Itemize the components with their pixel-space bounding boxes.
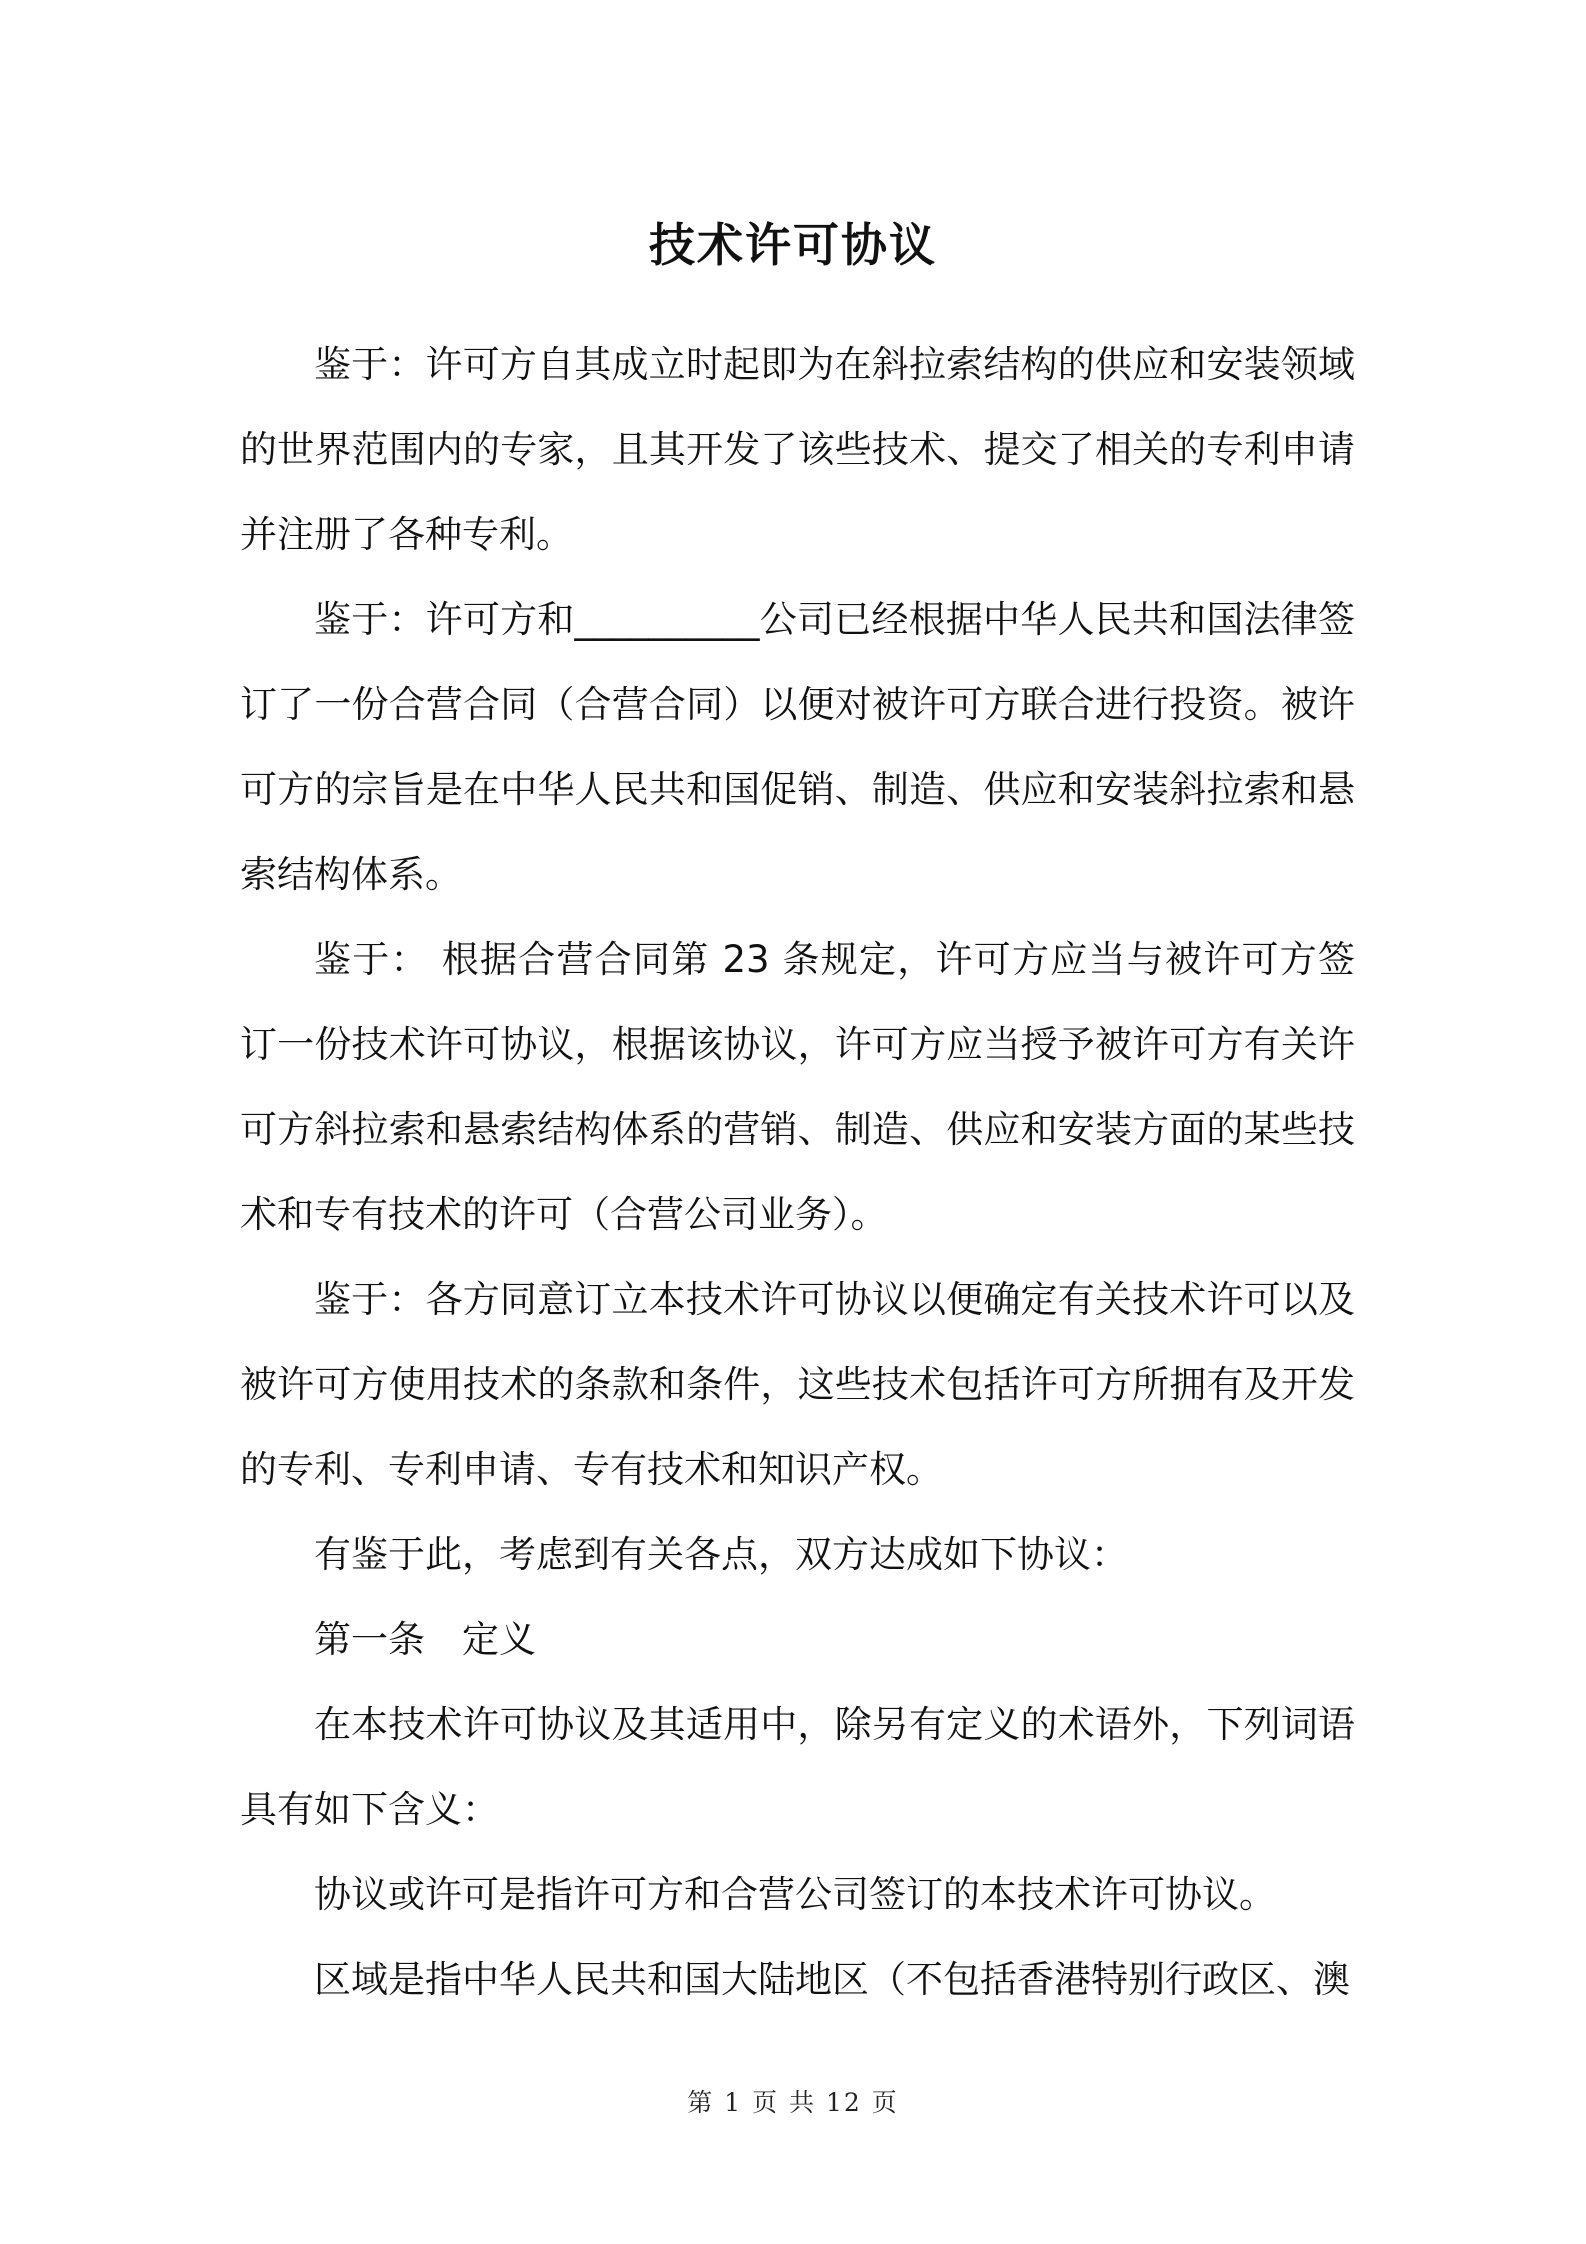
- paragraph-agreement-intro: 有鉴于此，考虑到有关各点，双方达成如下协议：: [314, 1533, 1128, 1576]
- paragraph-whereas-4: 鉴于：各方同意订立本技术许可协议以便确定有关技术许可以及被许可方使用技术的条款和条件，这些技术包括许可方所拥有及开发的专利、专利申请、专有技术和知识产权。: [240, 1278, 1355, 1491]
- paragraph-whereas-1: 鉴于：许可方自其成立时起即为在斜拉索结构的供应和安装领域的世界范围内的专家，且其开发了该些技术、提交了相关的专利申请并注册了各种专利。: [240, 343, 1355, 556]
- page-number-footer: 第 1 页 共 12 页: [687, 2088, 899, 2117]
- document-title: 技术许可协议: [649, 218, 937, 272]
- paragraph-whereas-2: 鉴于：许可方和__________公司已经根据中华人民共和国法律签订了一份合营合同（合营合同）以便对被许可方联合进行投资。被许可方的宗旨是在中华人民共和国促销、制造、供应和安装斜拉索和悬索结构体系。: [240, 598, 1355, 896]
- document-body: [240, 322, 1355, 2022]
- definition-agreement: 协议或许可是指许可方和合营公司签订的本技术许可协议。: [314, 1873, 1276, 1916]
- definition-territory: 区域是指中华人民共和国大陆地区（不包括香港特别行政区、澳: [314, 1958, 1350, 2001]
- paragraph-whereas-3: 鉴于： 根据合营合同第 23 条规定，许可方应当与被许可方签订一份技术许可协议，根据该协议，许可方应当授予被许可方有关许可方斜拉索和悬索结构体系的营销、制造、供应和安装方面的某些技术和专有技术的许可（合营公司业务）。: [240, 938, 1355, 1236]
- paragraph-definitions-intro: 在本技术许可协议及其适用中，除另有定义的术语外，下列词语具有如下含义：: [240, 1703, 1355, 1831]
- article-1-heading: 第一条 定义: [314, 1618, 536, 1661]
